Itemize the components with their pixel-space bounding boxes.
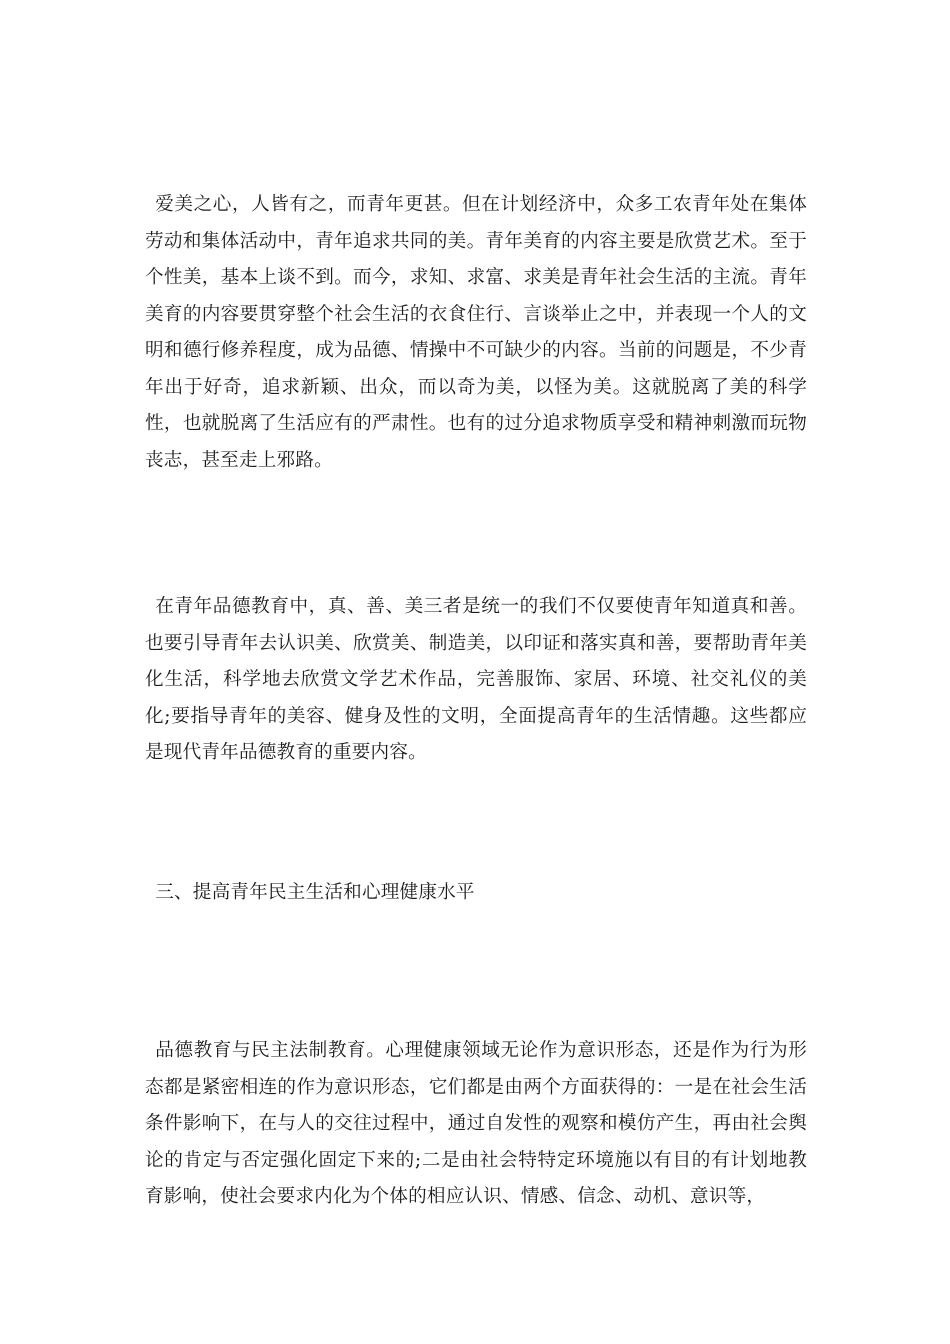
paragraph-truth-goodness-beauty: 在青年品德教育中，真、善、美三者是统一的我们不仅要使青年知道真和善。也要引导青年去认识美、欣赏美、制造美，以印证和落实真和善，要帮助青年美化生活，科学地去欣赏文学艺术作品，完善服饰、家居、环境、社交礼仪的美化;要指导青年的美容、健身及性的文明，全面提高青年的生活情趣。这些都应是现代青年品德教育的重要内容。 [145, 596, 807, 763]
section-heading: 三、提高青年民主生活和心理健康水平 [155, 882, 475, 903]
paragraph-aesthetic-education: 爱美之心，人皆有之，而青年更甚。但在计划经济中，众多工农青年处在集体劳动和集体活动中，青年追求共同的美。青年美育的内容主要是欣赏艺术。至于个性美，基本上谈不到。而今，求知、求富、求美是青年社会生活的主流。青年美育的内容要贯穿整个社会生活的衣食住行、言谈举止之中，并表现一个人的文明和德行修养程度，成为品德、情操中不可缺少的内容。当前的问题是，不少青年出于好奇，追求新颖、出众，而以奇为美，以怪为美。这就脱离了美的科学性，也就脱离了生活应有的严肃性。也有的过分追求物质享受和精神刺激而玩物丧志，甚至走上邪路。 [145, 194, 807, 471]
paragraph-moral-legal-education: 品德教育与民主法制教育。心理健康领域无论作为意识形态，还是作为行为形态都是紧密相连的作为意识形态，它们都是由两个方面获得的：一是在社会生活条件影响下，在与人的交往过程中，通过自发性的观察和模仿产生，再由社会舆论的肯定与否定强化固定下来的;二是由社会特特定环境施以有目的有计划地教育影响，使社会要求内化为个体的相应认识、情感、信念、动机、意识等， [145, 1040, 807, 1207]
